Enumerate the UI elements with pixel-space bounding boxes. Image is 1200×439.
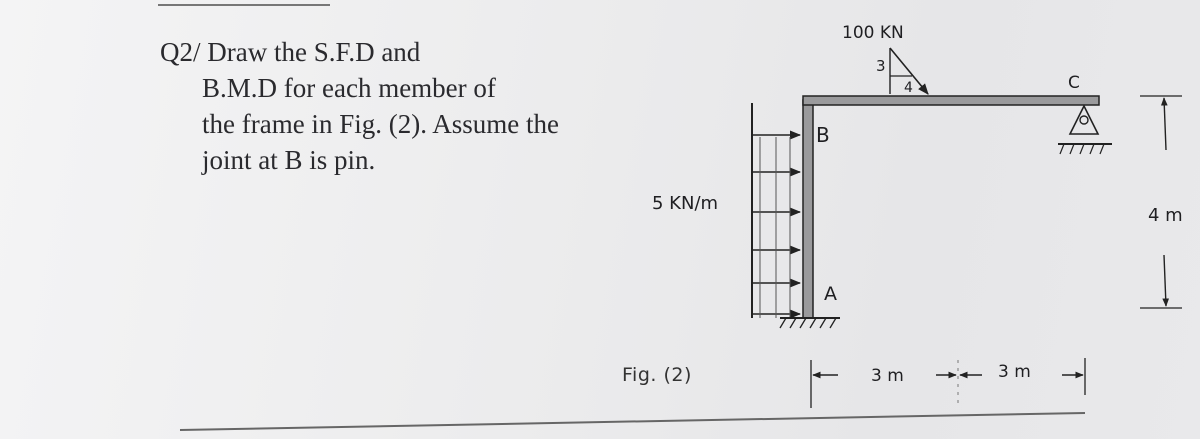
node-c-label: C (1068, 73, 1080, 93)
dimension-right-label: 3 m (998, 362, 1031, 382)
fixed-support-a (780, 318, 840, 328)
support-c (1058, 73, 1112, 154)
question-line-1: Q2/ Draw the S.F.D and (160, 37, 421, 67)
question-line-2: B.M.D for each member of (202, 73, 496, 103)
page-edge-bottom (180, 413, 1085, 430)
beam-bc (803, 96, 1099, 105)
distributed-load (752, 103, 800, 318)
horizontal-dimensions (811, 358, 1085, 408)
slope-run-label: 4 (904, 80, 913, 96)
question-line-4: joint at B is pin. (202, 145, 376, 175)
dimension-left-label: 3 m (871, 366, 904, 386)
vertical-dimension (1140, 96, 1182, 308)
dimension-height-label: 4 m (1148, 205, 1183, 226)
point-load-label: 100 KN (842, 23, 904, 43)
question-line-3: the frame in Fig. (2). Assume the (202, 109, 559, 139)
node-b-label: B (816, 123, 830, 147)
node-a-label: A (824, 283, 837, 305)
slope-rise-label: 3 (876, 57, 886, 75)
column-ab (803, 100, 813, 318)
distributed-load-label: 5 KN/m (652, 193, 719, 214)
figure-caption: Fig. (2) (622, 364, 692, 386)
